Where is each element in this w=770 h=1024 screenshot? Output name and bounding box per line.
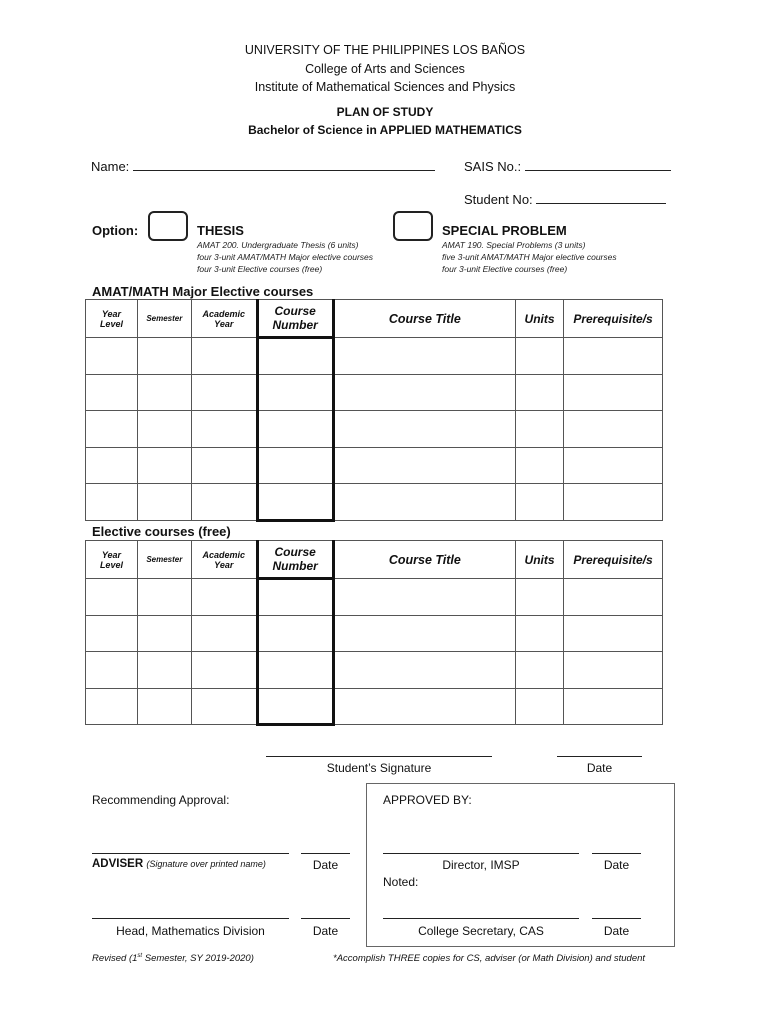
table-header-row	[86, 541, 663, 579]
student-no-line	[536, 190, 666, 204]
thesis-line: four 3-unit Elective courses (free)	[197, 264, 323, 274]
student-signature-line[interactable]	[266, 756, 492, 757]
option-label: Option:	[92, 223, 139, 238]
student-date-line[interactable]	[557, 756, 642, 757]
plan-title: PLAN OF STUDY	[336, 105, 434, 119]
thesis-line: AMAT 200. Undergraduate Thesis (6 units)	[197, 240, 359, 250]
col-units: Units	[516, 541, 564, 579]
table-row[interactable]	[86, 448, 663, 484]
table-row[interactable]	[86, 616, 663, 652]
col-course-title: Course Title	[333, 300, 515, 338]
director-date-line[interactable]	[592, 853, 641, 854]
adviser-title: ADVISER	[92, 858, 144, 870]
special-problem-details	[442, 239, 617, 275]
thesis-details	[197, 239, 373, 275]
director-signature-line[interactable]	[383, 853, 579, 854]
col-academic-year: Academic Year	[191, 300, 257, 338]
secretary-signature-line[interactable]	[383, 918, 579, 919]
col-semester: Semester	[137, 541, 191, 579]
adviser-note: (Signature over printed name)	[146, 859, 266, 869]
institute-name: Institute of Mathematical Sciences and Physics	[254, 80, 516, 94]
table-row[interactable]	[86, 375, 663, 411]
adviser-label	[92, 858, 266, 870]
name-field[interactable]	[91, 157, 435, 174]
college-name: College of Arts and Sciences	[305, 62, 465, 76]
table-row[interactable]	[86, 484, 663, 521]
col-course-number: Course Number	[257, 541, 333, 579]
degree-title: Bachelor of Science in APPLIED MATHEMATICS	[248, 123, 522, 137]
head-label: Head, Mathematics Division	[116, 924, 265, 938]
recommending-approval-label: Recommending Approval:	[92, 793, 230, 807]
noted-label: Noted:	[383, 875, 419, 889]
secretary-date-line[interactable]	[592, 918, 641, 919]
thesis-title: THESIS	[197, 223, 244, 238]
head-signature-line[interactable]	[92, 918, 289, 919]
table-row[interactable]	[86, 579, 663, 616]
major-elective-table	[85, 299, 663, 522]
free-elective-heading: Elective courses (free)	[92, 524, 231, 539]
col-semester: Semester	[137, 300, 191, 338]
approved-by-label: APPROVED BY:	[383, 793, 472, 807]
special-problem-title: SPECIAL PROBLEM	[442, 223, 567, 238]
director-label: Director, IMSP	[442, 858, 520, 872]
special-line: AMAT 190. Special Problems (3 units)	[442, 240, 586, 250]
sais-label: SAIS No.:	[464, 159, 522, 174]
col-prerequisites: Prerequisite/s	[564, 300, 663, 338]
col-course-number: Course Number	[257, 300, 333, 338]
student-signature-label: Student’s Signature	[326, 761, 432, 775]
revision-note: Revised (1st Semester, SY 2019-2020)	[92, 953, 254, 965]
col-prerequisites: Prerequisite/s	[564, 541, 663, 579]
adviser-date-line[interactable]	[301, 853, 350, 854]
head-date-line[interactable]	[301, 918, 350, 919]
university-name: UNIVERSITY OF THE PHILIPPINES LOS BAÑOS	[244, 43, 526, 57]
sais-field[interactable]	[464, 157, 671, 174]
major-elective-heading: AMAT/MATH Major Elective courses	[92, 284, 314, 299]
student-no-label: Student No:	[464, 192, 533, 207]
table-header-row	[86, 300, 663, 338]
copies-note: *Accomplish THREE copies for CS, adviser (or Math Division) and student	[333, 953, 646, 964]
col-academic-year: Academic Year	[191, 541, 257, 579]
adviser-signature-line[interactable]	[92, 853, 289, 854]
col-course-title: Course Title	[333, 541, 515, 579]
name-label: Name:	[91, 159, 130, 174]
head-date-label: Date	[312, 924, 339, 938]
special-line: four 3-unit Elective courses (free)	[442, 264, 568, 274]
student-date-label: Date	[586, 761, 613, 775]
secretary-label: College Secretary, CAS	[418, 924, 544, 938]
name-line	[133, 157, 435, 171]
table-row[interactable]	[86, 689, 663, 725]
director-date-label: Date	[603, 858, 630, 872]
special-problem-checkbox[interactable]	[393, 211, 433, 241]
col-year-level: Year Level	[86, 541, 138, 579]
table-row[interactable]	[86, 411, 663, 448]
sais-line	[525, 157, 671, 171]
free-elective-table	[85, 540, 663, 726]
special-line: five 3-unit AMAT/MATH Major elective courses	[442, 252, 617, 262]
adviser-date-label: Date	[312, 858, 339, 872]
table-row[interactable]	[86, 338, 663, 375]
table-row[interactable]	[86, 652, 663, 689]
thesis-line: four 3-unit AMAT/MATH Major elective courses	[197, 252, 374, 262]
col-year-level: Year Level	[86, 300, 138, 338]
student-no-field[interactable]	[464, 190, 666, 207]
thesis-checkbox[interactable]	[148, 211, 188, 241]
secretary-date-label: Date	[603, 924, 630, 938]
col-units: Units	[516, 300, 564, 338]
